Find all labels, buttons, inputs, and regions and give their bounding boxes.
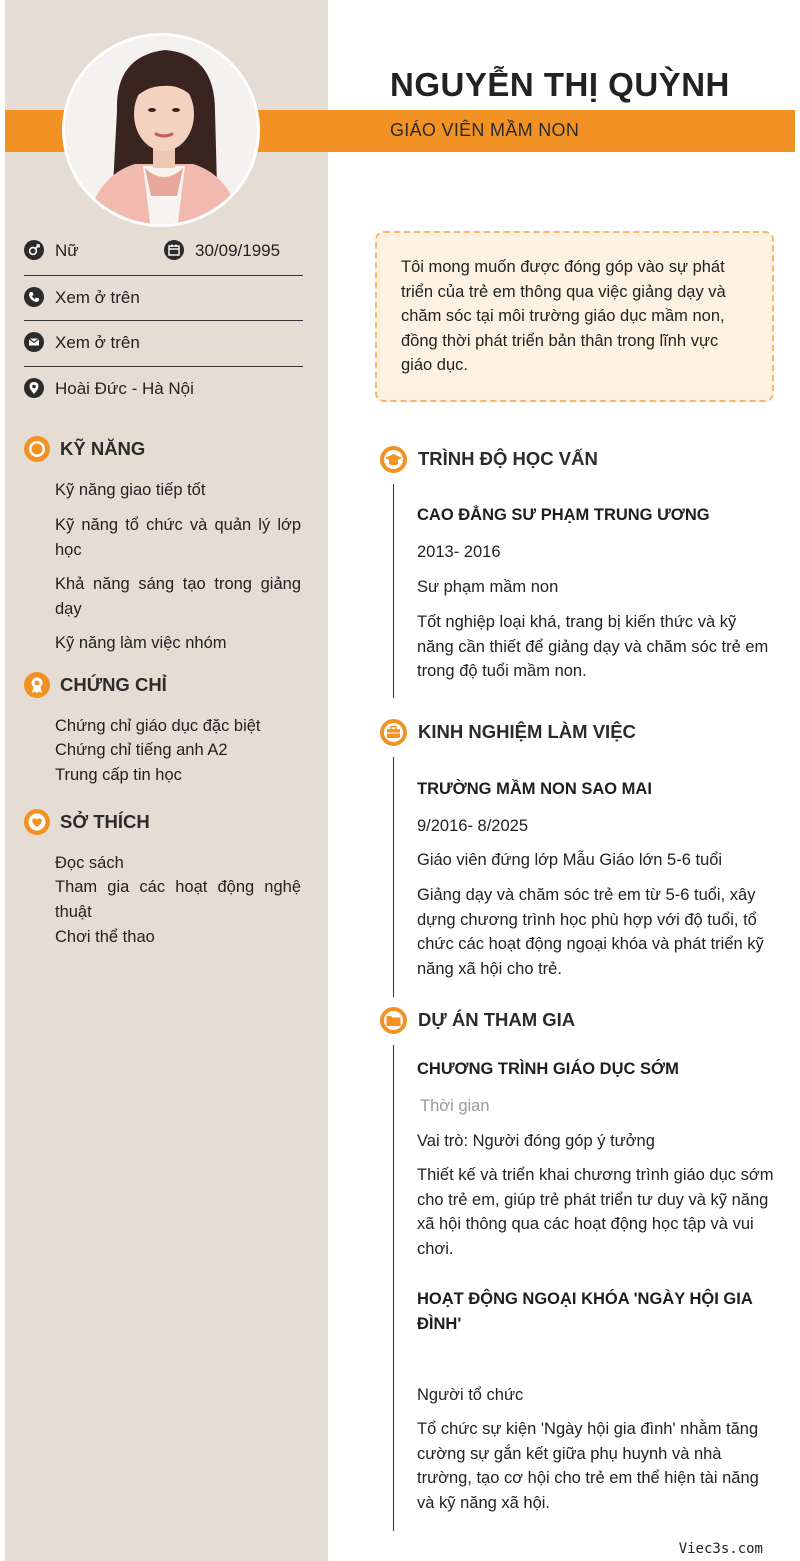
education-period: 2013- 2016: [417, 543, 501, 561]
skill-item: Kỹ năng làm việc nhóm: [55, 634, 227, 652]
candidate-name: NGUYỄN THỊ QUỲNH: [390, 66, 730, 103]
timeline-line: [393, 1045, 394, 1531]
education-school: CAO ĐẲNG SƯ PHẠM TRUNG ƯƠNG: [417, 506, 710, 524]
certificates-heading-text: CHỨNG CHỈ: [60, 674, 167, 695]
project-name: HOẠT ĐỘNG NGOẠI KHÓA 'NGÀY HỘI GIA ĐÌNH': [417, 1290, 753, 1333]
folder-icon: [380, 1007, 407, 1034]
certificate-item: Chứng chỉ tiếng anh A2: [55, 741, 228, 759]
phone-value: Xem ở trên: [55, 288, 140, 307]
experience-description: Giảng dạy và chăm sóc trẻ em từ 5-6 tuổi, xây dựng chương trình học phù hợp với độ tuổi, tổ chức các hoạt động ngoại khóa và phát triển kỹ năng xã hội cho trẻ.: [417, 886, 764, 978]
hobbies-heading-text: SỞ THÍCH: [60, 811, 150, 832]
education-major: Sư phạm mầm non: [417, 578, 559, 596]
career-objective: Tôi mong muốn được đóng góp vào sự phát triển của trẻ em thông qua việc giảng dạy và chăm sóc tại môi trường giáo dục mầm non, đồng thời phát triển bản thân trong lĩnh vực giáo dục.: [375, 231, 774, 402]
birthday-value: 30/09/1995: [195, 241, 281, 260]
calendar-icon: [164, 240, 184, 260]
experience-heading-text: KINH NGHIỆM LÀM VIỆC: [418, 721, 636, 742]
hobby-item: Chơi thể thao: [55, 928, 155, 946]
award-icon: [24, 672, 50, 698]
certificate-item: Trung cấp tin học: [55, 766, 182, 784]
education-heading-text: TRÌNH ĐỘ HỌC VẤN: [418, 448, 598, 469]
project-description: Tổ chức sự kiện 'Ngày hội gia đình' nhằm tăng cường sự gắn kết giữa phụ huynh và nhà trường, tạo cơ hội cho trẻ em thể hiện tài năng và kỹ năng xã hội.: [417, 1420, 759, 1512]
experience-position: Giáo viên đứng lớp Mẫu Giáo lớn 5-6 tuổi: [417, 851, 723, 869]
skill-item: Khả năng sáng tạo trong giảng dạy: [55, 575, 301, 618]
phone-icon: [24, 287, 44, 307]
project-name: CHƯƠNG TRÌNH GIÁO DỤC SỚM: [417, 1060, 679, 1078]
timeline-line: [393, 484, 394, 698]
project-description: Thiết kế và triển khai chương trình giáo dục sớm cho trẻ em, giúp trẻ phát triển tư duy và kỹ năng xã hội thông qua các hoạt động học tập và vui chơi.: [417, 1166, 774, 1258]
project-role: Người tổ chức: [417, 1386, 524, 1404]
experience-company: TRƯỜNG MẦM NON SAO MAI: [417, 780, 652, 798]
project-role: Vai trò: Người đóng góp ý tưởng: [417, 1132, 655, 1150]
address-value: Hoài Đức - Hà Nội: [55, 379, 194, 398]
graduation-cap-icon: [380, 446, 407, 473]
certificate-item: Chứng chỉ giáo dục đặc biệt: [55, 717, 261, 735]
hobby-item: Đọc sách: [55, 854, 124, 872]
gender-icon: [24, 240, 44, 260]
divider: [24, 366, 303, 367]
briefcase-icon: [380, 719, 407, 746]
gear-icon: [24, 436, 50, 462]
projects-heading-text: DỰ ÁN THAM GIA: [418, 1009, 576, 1030]
experience-period: 9/2016- 8/2025: [417, 817, 529, 835]
skill-item: Kỹ năng giao tiếp tốt: [55, 481, 206, 499]
skill-item: Kỹ năng tổ chức và quản lý lớp học: [55, 516, 301, 559]
skills-heading-text: KỸ NĂNG: [60, 438, 146, 459]
divider: [24, 320, 303, 321]
email-value: Xem ở trên: [55, 333, 140, 352]
gender-value: Nữ: [55, 241, 79, 260]
hobby-item: Tham gia các hoạt động nghệ thuật: [55, 878, 301, 921]
heart-icon: [24, 809, 50, 835]
envelope-icon: [24, 332, 44, 352]
avatar: [62, 33, 260, 227]
education-description: Tốt nghiệp loại khá, trang bị kiến thức và kỹ năng cần thiết để giảng dạy và chăm sóc trẻ em trong độ tuổi mầm non.: [417, 613, 769, 680]
timeline-line: [393, 757, 394, 997]
footer-watermark: Viec3s.com: [678, 1541, 763, 1557]
job-title: GIÁO VIÊN MẦM NON: [390, 120, 580, 140]
location-pin-icon: [24, 378, 44, 398]
project-time: Thời gian: [420, 1097, 490, 1115]
divider: [24, 275, 303, 276]
